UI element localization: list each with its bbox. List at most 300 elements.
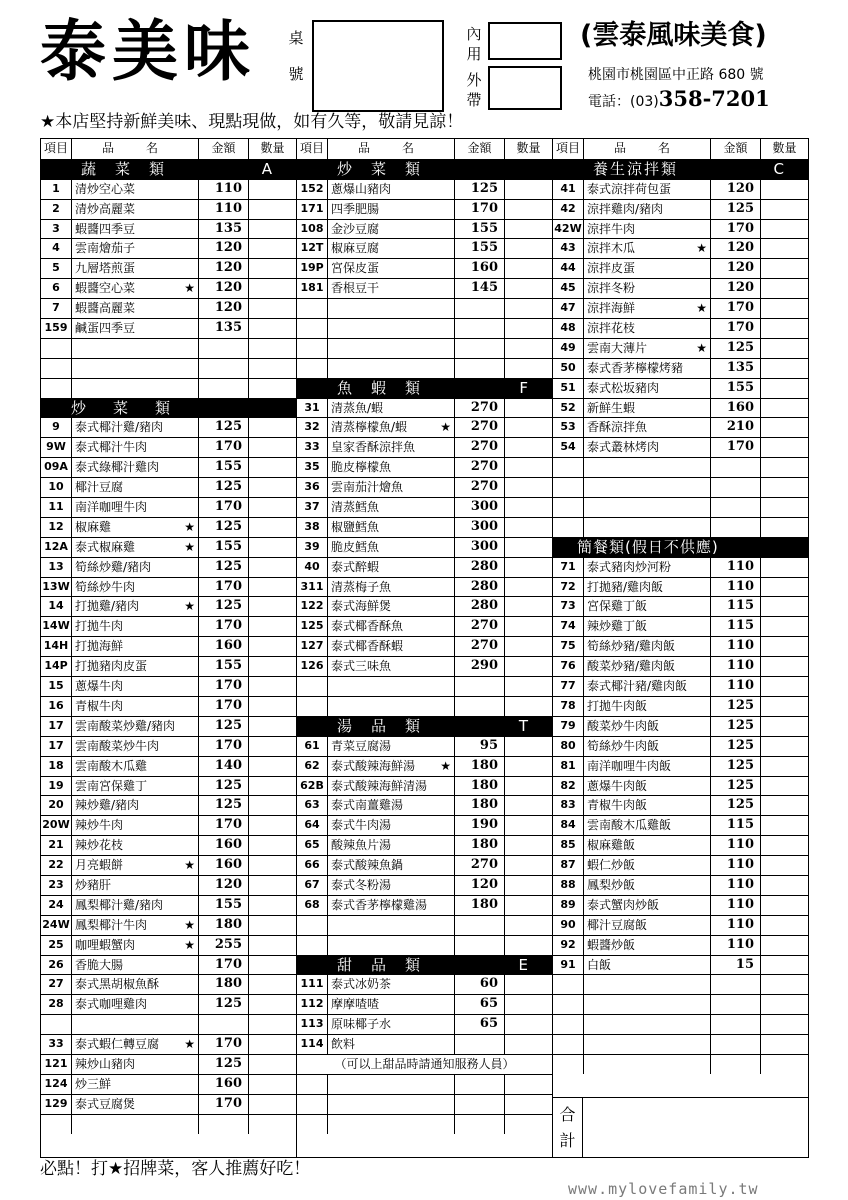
item-price: 180 xyxy=(454,836,504,855)
item-price: 125 xyxy=(710,200,760,219)
menu-item-row[interactable] xyxy=(297,616,552,636)
item-quantity-cell[interactable] xyxy=(504,1015,552,1034)
item-quantity-cell[interactable] xyxy=(760,677,808,696)
item-quantity-cell[interactable] xyxy=(504,737,552,756)
item-quantity-cell[interactable] xyxy=(504,617,552,636)
menu-item-row[interactable] xyxy=(297,537,552,557)
menu-item-row[interactable] xyxy=(41,537,296,557)
item-name-text: 泰式黑胡椒魚酥 xyxy=(75,977,160,992)
menu-item-row[interactable] xyxy=(41,417,296,437)
menu-item-row[interactable] xyxy=(553,318,808,338)
menu-item-row[interactable] xyxy=(553,776,808,796)
item-quantity-cell[interactable] xyxy=(248,936,296,955)
item-quantity-cell[interactable] xyxy=(248,975,296,994)
item-name xyxy=(327,438,454,457)
item-quantity-cell[interactable] xyxy=(504,995,552,1014)
menu-item-row[interactable] xyxy=(41,596,296,616)
item-name xyxy=(71,836,198,855)
item-quantity-cell[interactable] xyxy=(760,617,808,636)
menu-item-row[interactable] xyxy=(41,1094,296,1114)
item-price xyxy=(454,936,504,955)
item-quantity-cell[interactable] xyxy=(248,956,296,975)
item-quantity-cell[interactable] xyxy=(504,597,552,616)
item-quantity-cell[interactable] xyxy=(248,279,296,298)
item-quantity-cell[interactable] xyxy=(248,498,296,517)
item-quantity-cell[interactable] xyxy=(248,737,296,756)
item-quantity-cell[interactable] xyxy=(504,975,552,994)
item-quantity-cell[interactable] xyxy=(248,777,296,796)
item-quantity-cell[interactable] xyxy=(504,359,552,378)
menu-item-row[interactable] xyxy=(297,656,552,676)
blank-row xyxy=(553,1034,808,1054)
menu-item-row[interactable] xyxy=(553,716,808,736)
menu-item-row[interactable] xyxy=(297,477,552,497)
menu-item-row[interactable] xyxy=(297,398,552,418)
item-code: 28 xyxy=(48,997,64,1011)
item-quantity-cell[interactable] xyxy=(248,239,296,258)
menu-item-row[interactable] xyxy=(553,855,808,875)
item-quantity-cell[interactable] xyxy=(760,379,808,398)
item-quantity-cell[interactable] xyxy=(248,379,296,398)
item-name-text: 宮保雞丁飯 xyxy=(587,599,648,614)
item-quantity-cell[interactable] xyxy=(248,418,296,437)
item-quantity-cell[interactable] xyxy=(504,677,552,696)
item-name-text: 蝦仁炒飯 xyxy=(587,858,636,873)
menu-item-row[interactable] xyxy=(553,378,808,398)
item-quantity-cell[interactable] xyxy=(760,916,808,935)
item-name-text: 辣炒牛肉 xyxy=(75,818,124,833)
header-qty: 數量 xyxy=(504,139,552,159)
item-quantity-cell[interactable] xyxy=(760,578,808,597)
menu-item-row[interactable] xyxy=(297,776,552,796)
item-quantity-cell[interactable] xyxy=(760,936,808,955)
menu-item-row[interactable] xyxy=(553,935,808,955)
item-quantity-cell[interactable] xyxy=(248,597,296,616)
item-quantity-cell[interactable] xyxy=(760,399,808,418)
menu-item-row[interactable] xyxy=(553,676,808,696)
menu-item-row[interactable] xyxy=(297,835,552,855)
item-quantity-cell[interactable] xyxy=(248,677,296,696)
menu-item-row[interactable] xyxy=(297,974,552,994)
item-quantity-cell[interactable] xyxy=(760,737,808,756)
item-quantity-cell[interactable] xyxy=(504,438,552,457)
menu-item-row[interactable] xyxy=(41,656,296,676)
item-price: 300 xyxy=(454,498,504,517)
menu-item-row[interactable] xyxy=(41,994,296,1014)
item-code: 159 xyxy=(44,321,68,335)
menu-item-row[interactable] xyxy=(297,795,552,815)
menu-item-row[interactable] xyxy=(297,497,552,517)
item-quantity-cell[interactable] xyxy=(504,399,552,418)
item-quantity-cell[interactable] xyxy=(248,1055,296,1074)
item-quantity-cell[interactable] xyxy=(504,1115,552,1134)
menu-item-row[interactable] xyxy=(553,795,808,815)
menu-item-row[interactable] xyxy=(553,298,808,318)
item-price: 180 xyxy=(454,896,504,915)
menu-item-row[interactable] xyxy=(553,338,808,358)
menu-item-row[interactable] xyxy=(553,955,808,975)
menu-item-row[interactable] xyxy=(41,795,296,815)
menu-item-row[interactable] xyxy=(41,955,296,975)
item-quantity-cell[interactable] xyxy=(504,936,552,955)
item-code: 26 xyxy=(48,957,64,971)
item-quantity-cell[interactable] xyxy=(760,995,808,1014)
menu-item-row[interactable] xyxy=(41,1034,296,1054)
item-price: 180 xyxy=(454,796,504,815)
menu-item-row[interactable] xyxy=(41,974,296,994)
item-quantity-cell[interactable] xyxy=(504,777,552,796)
item-quantity-cell[interactable] xyxy=(504,200,552,219)
item-quantity-cell[interactable] xyxy=(504,279,552,298)
menu-item-row[interactable] xyxy=(297,179,552,199)
item-price xyxy=(198,359,248,378)
item-quantity-cell[interactable] xyxy=(248,836,296,855)
menu-item-row[interactable] xyxy=(297,417,552,437)
item-quantity-cell[interactable] xyxy=(504,259,552,278)
item-quantity-cell[interactable] xyxy=(504,796,552,815)
menu-item-row[interactable] xyxy=(553,179,808,199)
menu-item-row[interactable] xyxy=(297,994,552,1014)
item-code: 12 xyxy=(48,519,64,533)
item-quantity-cell[interactable] xyxy=(760,220,808,239)
item-quantity-cell[interactable] xyxy=(248,717,296,736)
item-quantity-cell[interactable] xyxy=(248,816,296,835)
menu-item-row[interactable] xyxy=(553,616,808,636)
item-quantity-cell[interactable] xyxy=(248,518,296,537)
item-quantity-cell[interactable] xyxy=(248,578,296,597)
item-quantity-cell[interactable] xyxy=(760,319,808,338)
menu-item-row[interactable] xyxy=(41,517,296,537)
item-quantity-cell[interactable] xyxy=(248,916,296,935)
item-quantity-cell[interactable] xyxy=(760,836,808,855)
item-quantity-cell[interactable] xyxy=(760,637,808,656)
menu-item-row[interactable] xyxy=(297,815,552,835)
menu-item-row[interactable] xyxy=(41,199,296,219)
menu-item-row[interactable] xyxy=(41,776,296,796)
menu-item-row[interactable] xyxy=(41,716,296,736)
item-quantity-cell[interactable] xyxy=(760,975,808,994)
item-quantity-cell[interactable] xyxy=(504,518,552,537)
item-code: 81 xyxy=(560,758,576,772)
menu-item-row[interactable] xyxy=(41,636,296,656)
menu-item-row[interactable] xyxy=(297,557,552,577)
menu-item-row[interactable] xyxy=(297,238,552,258)
item-quantity-cell[interactable] xyxy=(504,339,552,358)
item-quantity-cell[interactable] xyxy=(760,478,808,497)
item-price: 155 xyxy=(454,220,504,239)
item-name-text: 泰式椰香酥魚 xyxy=(331,619,404,634)
item-quantity-cell[interactable] xyxy=(760,518,808,537)
menu-item-row[interactable] xyxy=(41,437,296,457)
item-price: 110 xyxy=(710,836,760,855)
menu-item-row[interactable] xyxy=(553,417,808,437)
item-quantity-cell[interactable] xyxy=(248,657,296,676)
item-quantity-cell[interactable] xyxy=(504,578,552,597)
item-quantity-cell[interactable] xyxy=(504,916,552,935)
item-quantity-cell[interactable] xyxy=(248,220,296,239)
menu-item-row[interactable] xyxy=(297,1014,552,1034)
menu-item-row[interactable] xyxy=(41,298,296,318)
item-quantity-cell[interactable] xyxy=(248,1015,296,1034)
item-name xyxy=(71,1095,198,1114)
table-number-box[interactable] xyxy=(312,20,444,112)
item-quantity-cell[interactable] xyxy=(248,1035,296,1054)
item-quantity-cell[interactable] xyxy=(248,359,296,378)
menu-item-row[interactable] xyxy=(41,815,296,835)
item-quantity-cell[interactable] xyxy=(248,1075,296,1094)
item-quantity-cell[interactable] xyxy=(760,339,808,358)
section-header-bar xyxy=(297,956,552,975)
item-name-text: 涼拌牛肉 xyxy=(587,221,636,236)
item-name-text: 摩摩喳喳 xyxy=(331,997,380,1012)
menu-item-row[interactable] xyxy=(297,855,552,875)
item-quantity-cell[interactable] xyxy=(248,856,296,875)
menu-item-row[interactable] xyxy=(297,258,552,278)
item-quantity-cell[interactable] xyxy=(248,995,296,1014)
item-quantity-cell[interactable] xyxy=(248,259,296,278)
item-quantity-cell[interactable] xyxy=(504,319,552,338)
menu-item-row[interactable] xyxy=(553,636,808,656)
item-quantity-cell[interactable] xyxy=(760,1015,808,1034)
item-quantity-cell[interactable] xyxy=(760,956,808,975)
menu-item-row[interactable] xyxy=(41,875,296,895)
item-name xyxy=(583,478,710,497)
item-quantity-cell[interactable] xyxy=(760,757,808,776)
menu-item-row[interactable] xyxy=(297,199,552,219)
item-code: 111 xyxy=(300,977,324,991)
item-quantity-cell[interactable] xyxy=(760,1035,808,1054)
item-name xyxy=(583,200,710,219)
item-quantity-cell[interactable] xyxy=(504,836,552,855)
item-quantity-cell[interactable] xyxy=(760,777,808,796)
menu-item-row[interactable] xyxy=(41,238,296,258)
menu-item-row[interactable] xyxy=(297,577,552,597)
item-quantity-cell[interactable] xyxy=(760,657,808,676)
item-quantity-cell[interactable] xyxy=(248,339,296,358)
menu-item-row[interactable] xyxy=(553,398,808,418)
menu-item-row[interactable] xyxy=(41,915,296,935)
item-quantity-cell[interactable] xyxy=(248,637,296,656)
item-quantity-cell[interactable] xyxy=(504,697,552,716)
item-code: 42W xyxy=(554,221,582,235)
menu-item-row[interactable] xyxy=(41,497,296,517)
dine-in-box[interactable] xyxy=(488,22,562,60)
menu-item-row[interactable] xyxy=(41,835,296,855)
item-quantity-cell[interactable] xyxy=(760,856,808,875)
menu-item-row[interactable] xyxy=(553,835,808,855)
menu-item-row[interactable] xyxy=(297,1034,552,1054)
menu-item-row[interactable] xyxy=(297,457,552,477)
item-quantity-cell[interactable] xyxy=(504,538,552,557)
item-price: 210 xyxy=(710,418,760,437)
item-quantity-cell[interactable] xyxy=(760,359,808,378)
item-quantity-cell[interactable] xyxy=(504,1095,552,1114)
item-quantity-cell[interactable] xyxy=(504,180,552,199)
item-quantity-cell[interactable] xyxy=(760,279,808,298)
item-price: 140 xyxy=(198,757,248,776)
item-quantity-cell[interactable] xyxy=(504,239,552,258)
menu-item-row[interactable] xyxy=(553,696,808,716)
item-price xyxy=(710,518,760,537)
menu-item-row[interactable] xyxy=(553,557,808,577)
item-quantity-cell[interactable] xyxy=(760,438,808,457)
item-quantity-cell[interactable] xyxy=(248,299,296,318)
menu-item-row[interactable] xyxy=(41,278,296,298)
menu-item-row[interactable] xyxy=(553,358,808,378)
blank-row xyxy=(297,696,552,716)
item-quantity-cell[interactable] xyxy=(760,299,808,318)
item-quantity-cell[interactable] xyxy=(760,697,808,716)
item-quantity-cell[interactable] xyxy=(248,876,296,895)
item-quantity-cell[interactable] xyxy=(504,418,552,437)
menu-item-row[interactable] xyxy=(553,596,808,616)
menu-item-row[interactable] xyxy=(41,696,296,716)
item-quantity-cell[interactable] xyxy=(504,757,552,776)
menu-item-row[interactable] xyxy=(297,437,552,457)
item-price: 170 xyxy=(198,578,248,597)
item-quantity-cell[interactable] xyxy=(248,200,296,219)
item-quantity-cell[interactable] xyxy=(504,816,552,835)
item-quantity-cell[interactable] xyxy=(248,319,296,338)
menu-item-row[interactable] xyxy=(297,736,552,756)
menu-item-row[interactable] xyxy=(553,736,808,756)
menu-item-row[interactable] xyxy=(41,1054,296,1074)
item-quantity-cell[interactable] xyxy=(248,180,296,199)
item-quantity-cell[interactable] xyxy=(760,558,808,577)
item-quantity-cell[interactable] xyxy=(248,1115,296,1134)
item-name-text: 清蒸梅子魚 xyxy=(331,579,392,594)
item-quantity-cell[interactable] xyxy=(760,796,808,815)
item-quantity-cell[interactable] xyxy=(504,458,552,477)
takeout-box[interactable] xyxy=(488,66,562,110)
item-quantity-cell[interactable] xyxy=(504,220,552,239)
menu-item-row[interactable] xyxy=(553,258,808,278)
menu-item-row[interactable] xyxy=(41,219,296,239)
item-quantity-cell[interactable] xyxy=(504,896,552,915)
menu-item-row[interactable] xyxy=(297,875,552,895)
item-quantity-cell[interactable] xyxy=(504,478,552,497)
item-quantity-cell[interactable] xyxy=(760,239,808,258)
menu-item-row[interactable] xyxy=(41,258,296,278)
menu-item-row[interactable] xyxy=(553,219,808,239)
item-quantity-cell[interactable] xyxy=(760,259,808,278)
menu-item-row[interactable] xyxy=(41,676,296,696)
menu-item-row[interactable] xyxy=(297,596,552,616)
item-quantity-cell[interactable] xyxy=(504,657,552,676)
menu-item-row[interactable] xyxy=(297,219,552,239)
item-quantity-cell[interactable] xyxy=(248,478,296,497)
item-quantity-cell[interactable] xyxy=(504,1035,552,1054)
item-quantity-cell[interactable] xyxy=(760,1055,808,1074)
menu-item-row[interactable] xyxy=(41,557,296,577)
menu-item-row[interactable] xyxy=(553,815,808,835)
item-code: 36 xyxy=(304,480,320,494)
item-quantity-cell[interactable] xyxy=(760,180,808,199)
menu-item-row[interactable] xyxy=(297,756,552,776)
menu-item-row[interactable] xyxy=(41,179,296,199)
item-quantity-cell[interactable] xyxy=(504,637,552,656)
menu-item-row[interactable] xyxy=(41,935,296,955)
item-quantity-cell[interactable] xyxy=(248,896,296,915)
menu-item-row[interactable] xyxy=(41,756,296,776)
menu-item-row[interactable] xyxy=(553,915,808,935)
item-quantity-cell[interactable] xyxy=(504,299,552,318)
item-price: 125 xyxy=(198,418,248,437)
item-quantity-cell[interactable] xyxy=(760,498,808,517)
menu-item-row[interactable] xyxy=(41,1074,296,1094)
menu-item-row[interactable] xyxy=(553,437,808,457)
item-name-text: 清炒空心菜 xyxy=(75,181,136,196)
item-quantity-cell[interactable] xyxy=(504,876,552,895)
item-quantity-cell[interactable] xyxy=(248,697,296,716)
menu-item-row[interactable] xyxy=(297,895,552,915)
item-price: 160 xyxy=(198,1075,248,1094)
item-quantity-cell[interactable] xyxy=(760,876,808,895)
menu-item-row[interactable] xyxy=(553,656,808,676)
table-number-label: 桌 號 xyxy=(288,29,304,83)
menu-item-row[interactable] xyxy=(553,278,808,298)
item-quantity-cell[interactable] xyxy=(248,796,296,815)
item-name xyxy=(327,299,454,318)
item-quantity-cell[interactable] xyxy=(760,458,808,477)
item-quantity-cell[interactable] xyxy=(248,458,296,477)
menu-item-row[interactable] xyxy=(297,636,552,656)
menu-item-row[interactable] xyxy=(41,577,296,597)
item-quantity-cell[interactable] xyxy=(504,498,552,517)
menu-item-row[interactable] xyxy=(41,457,296,477)
menu-item-row[interactable] xyxy=(41,855,296,875)
item-name-text: 泰式酸辣海鮮湯 xyxy=(331,758,416,773)
item-quantity-cell[interactable] xyxy=(248,617,296,636)
item-code: 77 xyxy=(560,679,576,693)
menu-item-row[interactable] xyxy=(41,318,296,338)
menu-item-row[interactable] xyxy=(553,199,808,219)
menu-item-row[interactable] xyxy=(553,895,808,915)
item-name xyxy=(327,578,454,597)
item-quantity-cell[interactable] xyxy=(504,558,552,577)
item-quantity-cell[interactable] xyxy=(248,438,296,457)
item-quantity-cell[interactable] xyxy=(248,538,296,557)
item-quantity-cell[interactable] xyxy=(760,597,808,616)
menu-item-row[interactable] xyxy=(297,517,552,537)
star-icon: ★ xyxy=(440,758,451,773)
item-quantity-cell[interactable] xyxy=(248,757,296,776)
item-code: 13W xyxy=(42,579,70,593)
menu-item-row[interactable] xyxy=(553,238,808,258)
menu-item-row[interactable] xyxy=(553,875,808,895)
item-name xyxy=(583,438,710,457)
menu-item-row[interactable] xyxy=(41,736,296,756)
item-quantity-cell[interactable] xyxy=(504,856,552,875)
menu-item-row[interactable] xyxy=(297,278,552,298)
item-quantity-cell[interactable] xyxy=(504,1075,552,1094)
item-quantity-cell[interactable] xyxy=(760,816,808,835)
menu-item-row[interactable] xyxy=(553,577,808,597)
menu-item-row[interactable] xyxy=(41,477,296,497)
item-quantity-cell[interactable] xyxy=(760,717,808,736)
item-name xyxy=(583,558,710,577)
item-quantity-cell[interactable] xyxy=(248,558,296,577)
item-quantity-cell[interactable] xyxy=(248,1095,296,1114)
item-quantity-cell[interactable] xyxy=(760,200,808,219)
item-quantity-cell[interactable] xyxy=(760,418,808,437)
item-name xyxy=(71,637,198,656)
menu-item-row[interactable] xyxy=(41,895,296,915)
item-quantity-cell[interactable] xyxy=(760,896,808,915)
menu-item-row[interactable] xyxy=(553,756,808,776)
menu-item-row[interactable] xyxy=(41,616,296,636)
item-price: 170 xyxy=(454,200,504,219)
